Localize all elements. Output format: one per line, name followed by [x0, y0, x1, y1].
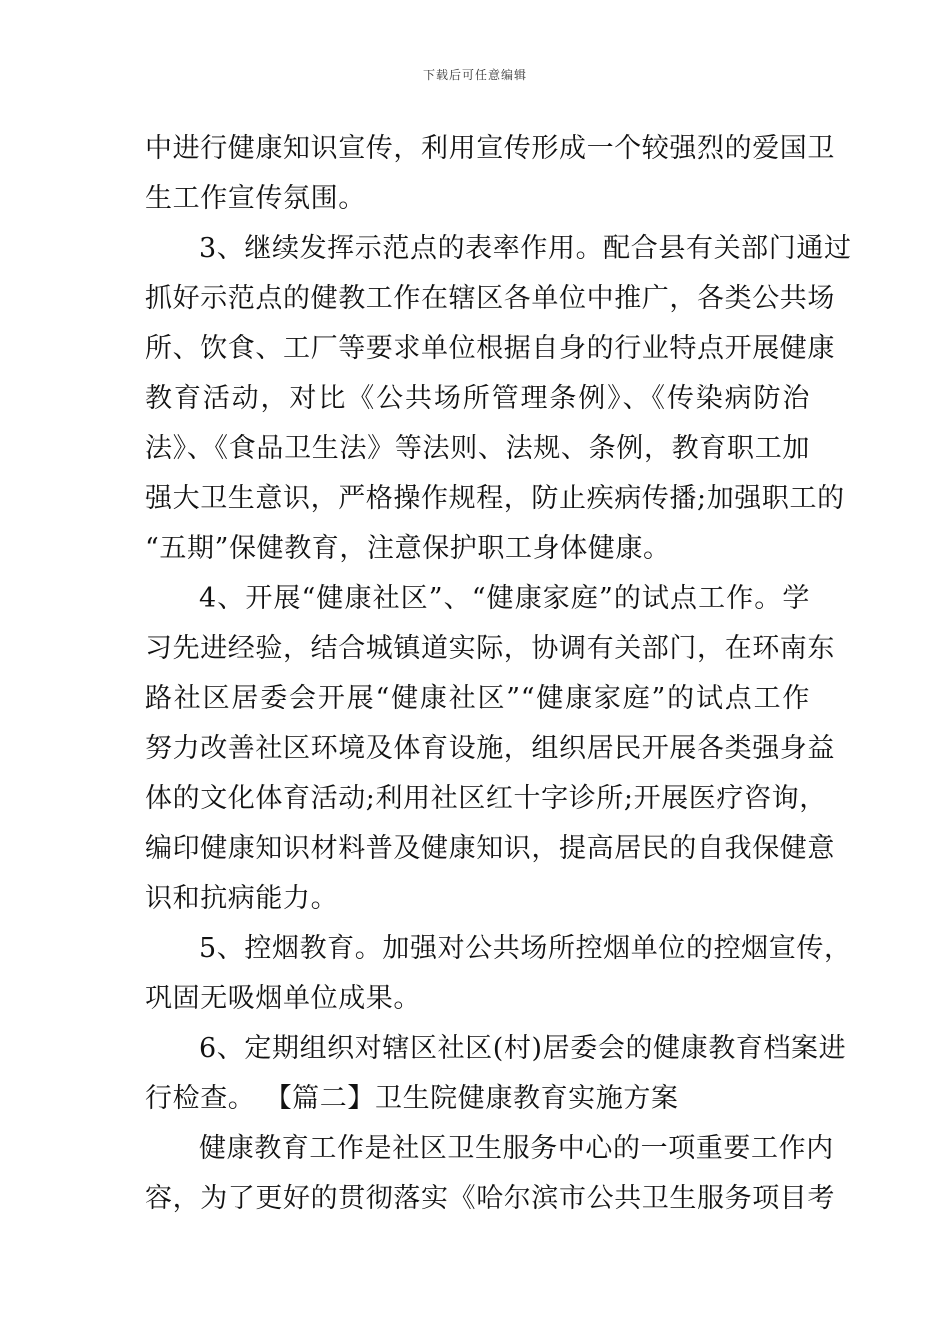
text-line: 4、开展“健康社区”、“健康家庭”的试点工作。学 — [199, 583, 810, 614]
text-line: 3、继续发挥示范点的表率作用。配合县有关部门通过 — [199, 233, 852, 264]
text-line: 法》、《食品卫生法》等法则、法规、条例，教育职工加 — [145, 433, 810, 464]
text-line: 习先进经验，结合城镇道实际，协调有关部门，在环南东 — [145, 633, 835, 664]
document-body — [145, 124, 852, 1224]
text-line: 行检查。 【篇二】卫生院健康教育实施方案 — [145, 1083, 679, 1114]
text-line: 5、控烟教育。加强对公共场所控烟单位的控烟宣传， — [199, 933, 852, 964]
text-line: 教育活动，对比《公共场所管理条例》、《传染病防治 — [145, 383, 810, 414]
text-line: 编印健康知识材料普及健康知识，提高居民的自我保健意 — [145, 833, 835, 864]
text-line: 巩固无吸烟单位成果。 — [145, 983, 421, 1014]
text-line: 所、饮食、工厂等要求单位根据自身的行业特点开展健康 — [145, 333, 835, 364]
text-line: 强大卫生意识，严格操作规程，防止疾病传播;加强职工的 — [145, 483, 845, 514]
text-line: 抓好示范点的健教工作在辖区各单位中推广，各类公共场 — [145, 283, 835, 314]
text-line: 6、定期组织对辖区社区(村)居委会的健康教育档案进 — [199, 1033, 847, 1064]
text-line: 体的文化体育活动;利用社区红十字诊所;开展医疗咨询， — [145, 783, 827, 814]
text-line: 中进行健康知识宣传，利用宣传形成一个较强烈的爱国卫 — [145, 133, 835, 164]
text-line: “五期”保健教育，注意保护职工身体健康。 — [145, 533, 671, 564]
text-line: 容，为了更好的贯彻落实《哈尔滨市公共卫生服务项目考 — [145, 1183, 835, 1214]
page-header-note: 下载后可任意编辑 — [422, 68, 527, 82]
text-line: 识和抗病能力。 — [145, 883, 339, 914]
text-line: 健康教育工作是社区卫生服务中心的一项重要工作内 — [199, 1133, 834, 1164]
text-line: 生工作宣传氛围。 — [145, 183, 366, 214]
text-line: 路社区居委会开展“健康社区”“健康家庭”的试点工作 — [145, 683, 810, 714]
text-line: 努力改善社区环境及体育设施，组织居民开展各类强身益 — [145, 733, 835, 764]
